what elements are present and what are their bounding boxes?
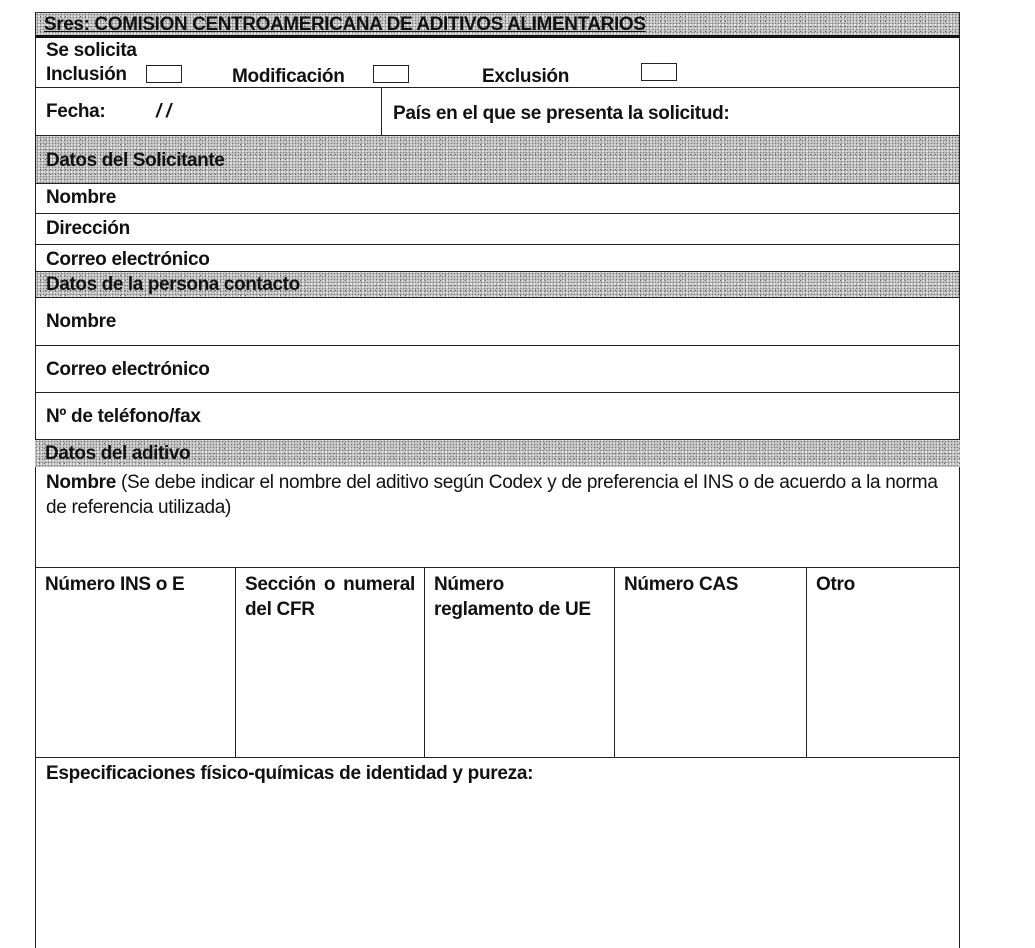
form-title: Sres: COMISION CENTROAMERICANA DE ADITIVOS ALIMENTARIOS bbox=[44, 14, 646, 35]
request-type-row bbox=[35, 38, 960, 88]
applicant-address-row[interactable] bbox=[35, 214, 960, 245]
additive-section-header bbox=[35, 440, 960, 467]
other-label: Otro bbox=[816, 574, 855, 595]
additive-section-title: Datos del aditivo bbox=[45, 443, 191, 464]
date-field[interactable]: / / bbox=[156, 101, 171, 122]
specifications-row[interactable] bbox=[35, 758, 960, 948]
cfr-section-label: Sección o numeral del CFR bbox=[245, 574, 415, 620]
contact-phone-row[interactable] bbox=[35, 393, 960, 440]
applicant-section-header bbox=[35, 136, 960, 184]
applicant-section-title: Datos del Solicitante bbox=[46, 150, 225, 171]
additive-identifiers-table bbox=[35, 568, 960, 758]
additive-request-form bbox=[35, 12, 960, 948]
contact-section-title: Datos de la persona contacto bbox=[46, 274, 300, 295]
ins-number-label: Número INS o E bbox=[45, 574, 185, 595]
form-header bbox=[35, 12, 960, 38]
applicant-name-label: Nombre bbox=[46, 187, 116, 208]
additive-name-label: Nombre bbox=[46, 472, 116, 493]
cas-number-label: Número CAS bbox=[624, 574, 739, 595]
contact-email-label: Correo electrónico bbox=[46, 359, 210, 380]
additive-name-text bbox=[46, 470, 945, 520]
applicant-name-row[interactable] bbox=[35, 184, 960, 214]
additive-name-row[interactable] bbox=[35, 467, 960, 568]
applicant-email-row[interactable] bbox=[35, 245, 960, 272]
contact-name-label: Nombre bbox=[46, 311, 116, 332]
applicant-address-label: Dirección bbox=[46, 218, 130, 239]
additive-name-hint: (Se debe indicar el nombre del aditivo según Codex y de preferencia el INS o de acuerdo a la norma de referencia utilizada) bbox=[46, 472, 938, 518]
option-inclusion-label: Inclusión bbox=[46, 64, 127, 85]
option-inclusion-checkbox[interactable] bbox=[146, 65, 182, 83]
divider bbox=[381, 88, 382, 135]
eu-regulation-label: Número reglamento de UE bbox=[434, 574, 591, 620]
request-type-label: Se solicita bbox=[46, 40, 137, 61]
specifications-label: Especificaciones físico-químicas de identidad y pureza: bbox=[46, 763, 534, 784]
cas-number-cell[interactable] bbox=[615, 568, 807, 757]
option-modificacion-label: Modificación bbox=[232, 66, 345, 87]
ins-number-cell[interactable] bbox=[36, 568, 236, 757]
contact-phone-label: Nº de teléfono/fax bbox=[46, 406, 201, 427]
option-exclusion-checkbox[interactable] bbox=[641, 63, 677, 81]
date-label: Fecha: bbox=[46, 101, 106, 122]
country-label: País en el que se presenta la solicitud: bbox=[393, 103, 730, 124]
eu-regulation-cell[interactable] bbox=[425, 568, 615, 757]
contact-name-row[interactable] bbox=[35, 298, 960, 346]
date-country-row bbox=[35, 88, 960, 136]
cfr-section-cell[interactable] bbox=[236, 568, 425, 757]
applicant-email-label: Correo electrónico bbox=[46, 249, 210, 270]
option-exclusion-label: Exclusión bbox=[482, 66, 570, 87]
contact-section-header bbox=[35, 272, 960, 298]
contact-email-row[interactable] bbox=[35, 346, 960, 393]
other-cell[interactable] bbox=[807, 568, 959, 757]
option-modificacion-checkbox[interactable] bbox=[373, 65, 409, 83]
